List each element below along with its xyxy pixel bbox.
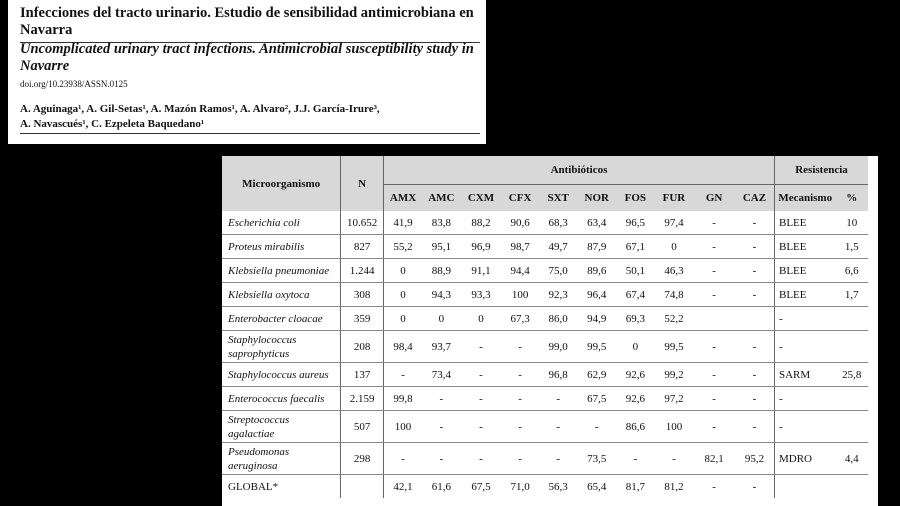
table-row — [222, 331, 868, 363]
susceptibility-value-cell: 52,2 — [655, 307, 694, 331]
table-row — [222, 211, 868, 235]
susceptibility-value-cell: - — [539, 411, 578, 443]
susceptibility-value-cell: 98,4 — [383, 331, 422, 363]
susceptibility-value-cell: 0 — [655, 235, 694, 259]
header-antibiotic: FOS — [616, 185, 655, 212]
table-row — [222, 363, 868, 387]
resistance-percent-cell — [835, 331, 868, 363]
n-cell: 827 — [341, 235, 384, 259]
susceptibility-value-cell: - — [693, 331, 735, 363]
susceptibility-value-cell: - — [735, 211, 775, 235]
header-antibiotic: CFX — [501, 185, 539, 212]
susceptibility-value-cell: 94,9 — [577, 307, 616, 331]
susceptibility-value-cell: 100 — [501, 283, 539, 307]
organism-cell: Klebsiella pneumoniae — [222, 259, 341, 283]
susceptibility-value-cell: 99,0 — [539, 331, 578, 363]
organism-cell: Staphylococcus saprophyticus — [222, 331, 341, 363]
mechanism-cell: - — [775, 411, 836, 443]
table-row — [222, 443, 868, 475]
header-n: N — [341, 156, 384, 211]
susceptibility-value-cell: 65,4 — [587, 480, 607, 493]
header-mecanismo: Mecanismo — [775, 185, 836, 212]
susceptibility-value-cell: 99,5 — [655, 331, 694, 363]
header-resistencia: Resistencia — [775, 156, 869, 185]
susceptibility-value-cell: 92,3 — [539, 283, 578, 307]
susceptibility-value-cell: 99,2 — [655, 363, 694, 387]
susceptibility-value-cell: - — [735, 411, 775, 443]
susceptibility-value-cell: - — [461, 387, 502, 411]
susceptibility-value-cell: - — [735, 259, 775, 283]
doi-link[interactable]: doi.org/10.23938/ASSN.0125 — [20, 79, 128, 89]
susceptibility-value-cell: - — [422, 387, 461, 411]
susceptibility-value-cell: - — [422, 411, 461, 443]
susceptibility-value-cell: - — [693, 411, 735, 443]
susceptibility-value-cell: 74,8 — [655, 283, 694, 307]
susceptibility-value-cell: - — [735, 235, 775, 259]
susceptibility-value-cell: 55,2 — [383, 235, 422, 259]
organism-cell: Streptococcus agalactiae — [222, 411, 341, 443]
susceptibility-value-cell: 96,4 — [577, 283, 616, 307]
susceptibility-value-cell: 46,3 — [655, 259, 694, 283]
article-header — [8, 0, 486, 144]
susceptibility-value-cell: - — [735, 363, 775, 387]
susceptibility-value-cell: 97,2 — [655, 387, 694, 411]
header-antibiotic: AMC — [422, 185, 461, 212]
n-cell: 507 — [341, 411, 384, 443]
susceptibility-value-cell: - — [616, 443, 655, 475]
susceptibility-value-cell: - — [735, 283, 775, 307]
n-cell: 1.244 — [341, 259, 384, 283]
susceptibility-value-cell: - — [539, 387, 578, 411]
susceptibility-value-cell: 94,3 — [422, 283, 461, 307]
table-row — [222, 283, 868, 307]
susceptibility-value-cell: 71,0 — [510, 480, 530, 493]
mechanism-cell — [775, 475, 836, 499]
author-line: A. Aguinaga¹, A. Gil-Setas¹, A. Mazón Ramos¹, A. Alvaro², J.J. García-Irure³, — [20, 103, 380, 115]
susceptibility-value-cell: - — [461, 331, 502, 363]
n-cell: 137 — [341, 363, 384, 387]
mechanism-cell: - — [775, 331, 836, 363]
susceptibility-value-cell: 62,9 — [577, 363, 616, 387]
susceptibility-value-cell: 88,2 — [461, 211, 502, 235]
susceptibility-value-cell: 81,2 — [664, 480, 684, 493]
susceptibility-value-cell: - — [693, 211, 735, 235]
susceptibility-value-cell: 67,1 — [616, 235, 655, 259]
susceptibility-value-cell — [735, 307, 775, 331]
resistance-percent-cell: 4,4 — [835, 443, 868, 475]
susceptibility-value-cell: - — [461, 443, 502, 475]
susceptibility-value-cell: 88,9 — [422, 259, 461, 283]
susceptibility-value-cell: 73,4 — [422, 363, 461, 387]
susceptibility-value-cell: - — [539, 443, 578, 475]
table-row — [222, 387, 868, 411]
n-cell: 298 — [341, 443, 384, 475]
table-row — [222, 235, 868, 259]
susceptibility-value-cell: - — [693, 235, 735, 259]
n-cell: 308 — [341, 283, 384, 307]
susceptibility-value-cell: - — [501, 363, 539, 387]
resistance-percent-cell: 10 — [835, 211, 868, 235]
organism-cell: Klebsiella oxytoca — [222, 283, 341, 307]
susceptibility-value-cell: - — [693, 283, 735, 307]
header-antibiotic: GN — [693, 185, 735, 212]
resistance-percent-cell: 1,7 — [835, 283, 868, 307]
author-list — [20, 102, 480, 132]
susceptibility-value-cell: 96,5 — [616, 211, 655, 235]
susceptibility-value-cell: 95,1 — [422, 235, 461, 259]
susceptibility-value-cell: - — [712, 480, 716, 493]
susceptibility-value-cell: 86,6 — [616, 411, 655, 443]
susceptibility-value-cell: 96,8 — [539, 363, 578, 387]
susceptibility-value-cell: - — [422, 443, 461, 475]
mechanism-cell: BLEE — [775, 211, 836, 235]
table-row — [222, 307, 868, 331]
susceptibility-value-cell: 92,6 — [616, 387, 655, 411]
susceptibility-value-cell: - — [501, 331, 539, 363]
header-antibioticos: Antibióticos — [383, 156, 774, 185]
susceptibility-value-cell: 0 — [383, 283, 422, 307]
resistance-percent-cell — [835, 411, 868, 443]
susceptibility-value-cell: - — [693, 387, 735, 411]
susceptibility-value-cell: 68,3 — [539, 211, 578, 235]
susceptibility-value-cell: 94,4 — [501, 259, 539, 283]
mechanism-cell: SARM — [775, 363, 836, 387]
susceptibility-value-cell: 100 — [655, 411, 694, 443]
susceptibility-value-cell: - — [693, 259, 735, 283]
resistance-percent-cell: 1,5 — [835, 235, 868, 259]
susceptibility-value-cell: 97,4 — [655, 211, 694, 235]
article-title-english: Uncomplicated urinary tract infections. Antimicrobial susceptibility study in Navarre — [20, 41, 474, 74]
n-cell: 359 — [341, 307, 384, 331]
susceptibility-value-cell: 42,1 — [393, 480, 413, 493]
susceptibility-value-cell: - — [383, 363, 422, 387]
susceptibility-table — [222, 156, 868, 498]
susceptibility-value-cell: - — [735, 331, 775, 363]
susceptibility-value-cell: 83,8 — [422, 211, 461, 235]
header-bottom-rule — [20, 133, 480, 134]
susceptibility-value-cell: - — [461, 363, 502, 387]
header-antibiotic: CXM — [461, 185, 502, 212]
susceptibility-value-cell: 67,4 — [616, 283, 655, 307]
header-percent: % — [835, 185, 868, 212]
mechanism-cell: - — [775, 387, 836, 411]
susceptibility-value-cell: 89,6 — [577, 259, 616, 283]
mechanism-cell: MDRO — [775, 443, 836, 475]
susceptibility-value-cell: - — [577, 411, 616, 443]
susceptibility-value-cell: 75,0 — [539, 259, 578, 283]
susceptibility-value-cell: - — [461, 411, 502, 443]
n-cell: 2.159 — [341, 387, 384, 411]
resistance-percent-cell — [835, 475, 868, 499]
susceptibility-value-cell: - — [752, 480, 757, 493]
susceptibility-value-cell: - — [693, 363, 735, 387]
header-antibiotic: CAZ — [735, 185, 775, 212]
table-row — [222, 475, 868, 499]
susceptibility-value-cell: 56,3 — [548, 480, 568, 493]
organism-cell: Staphylococcus aureus — [222, 363, 341, 387]
header-microorganismo: Microorganismo — [222, 156, 341, 211]
article-title-spanish: Infecciones del tracto urinario. Estudio de sensibilidad antimicrobiana en Navarra — [20, 5, 474, 38]
mechanism-cell: - — [775, 307, 836, 331]
susceptibility-value-cell: - — [501, 411, 539, 443]
susceptibility-value-cell: - — [383, 443, 422, 475]
organism-cell: Escherichia coli — [222, 211, 341, 235]
resistance-percent-cell — [835, 307, 868, 331]
n-cell: 10.652 — [341, 211, 384, 235]
susceptibility-value-cell: 63,4 — [577, 211, 616, 235]
susceptibility-value-cell: 93,3 — [461, 283, 502, 307]
susceptibility-value-cell: 0 — [383, 259, 422, 283]
susceptibility-value-cell: 86,0 — [539, 307, 578, 331]
susceptibility-value-cell: - — [501, 443, 539, 475]
susceptibility-value-cell: 99,5 — [577, 331, 616, 363]
susceptibility-value-cell: 0 — [616, 331, 655, 363]
susceptibility-value-cell: 67,3 — [501, 307, 539, 331]
susceptibility-value-cell: 69,3 — [616, 307, 655, 331]
susceptibility-value-cell: 96,9 — [461, 235, 502, 259]
susceptibility-value-cell: 98,7 — [501, 235, 539, 259]
susceptibility-value-cell: 73,5 — [577, 443, 616, 475]
susceptibility-value-cell: - — [501, 387, 539, 411]
resistance-percent-cell — [835, 387, 868, 411]
mechanism-cell: BLEE — [775, 283, 836, 307]
organism-cell: GLOBAL* — [228, 480, 279, 493]
susceptibility-value-cell: 50,1 — [616, 259, 655, 283]
susceptibility-value-cell: 81,7 — [625, 480, 645, 493]
organism-cell: Enterobacter cloacae — [222, 307, 341, 331]
susceptibility-value-cell: 99,8 — [383, 387, 422, 411]
susceptibility-value-cell: 93,7 — [422, 331, 461, 363]
susceptibility-value-cell: 0 — [383, 307, 422, 331]
susceptibility-value-cell: 91,1 — [461, 259, 502, 283]
table-row — [222, 259, 868, 283]
author-line: A. Navascués¹, C. Ezpeleta Baquedano¹ — [20, 118, 205, 130]
organism-cell: Pseudomonas aeruginosa — [222, 443, 341, 475]
mechanism-cell: BLEE — [775, 235, 836, 259]
susceptibility-value-cell: 0 — [461, 307, 502, 331]
susceptibility-value-cell: 90,6 — [501, 211, 539, 235]
susceptibility-value-cell — [693, 307, 735, 331]
header-antibiotic: FUR — [655, 185, 694, 212]
table-row — [222, 411, 868, 443]
susceptibility-value-cell: - — [655, 443, 694, 475]
susceptibility-value-cell: 92,6 — [616, 363, 655, 387]
resistance-percent-cell: 6,6 — [835, 259, 868, 283]
susceptibility-value-cell: 100 — [383, 411, 422, 443]
header-antibiotic: SXT — [539, 185, 578, 212]
susceptibility-value-cell: 67,5 — [577, 387, 616, 411]
n-cell: 208 — [341, 331, 384, 363]
susceptibility-value-cell: 49,7 — [539, 235, 578, 259]
n-cell — [341, 475, 384, 499]
susceptibility-value-cell: 41,9 — [383, 211, 422, 235]
header-antibiotic: NOR — [577, 185, 616, 212]
susceptibility-value-cell: 0 — [422, 307, 461, 331]
organism-cell: Proteus mirabilis — [222, 235, 341, 259]
susceptibility-value-cell: 67,5 — [471, 480, 491, 493]
susceptibility-value-cell: - — [735, 387, 775, 411]
susceptibility-table-panel — [222, 156, 878, 506]
header-antibiotic: AMX — [383, 185, 422, 212]
susceptibility-value-cell: 87,9 — [577, 235, 616, 259]
susceptibility-value-cell: 82,1 — [693, 443, 735, 475]
mechanism-cell: BLEE — [775, 259, 836, 283]
organism-cell: Enterococcus faecalis — [222, 387, 341, 411]
resistance-percent-cell: 25,8 — [835, 363, 868, 387]
susceptibility-value-cell: 61,6 — [431, 480, 451, 493]
susceptibility-value-cell: 95,2 — [735, 443, 775, 475]
